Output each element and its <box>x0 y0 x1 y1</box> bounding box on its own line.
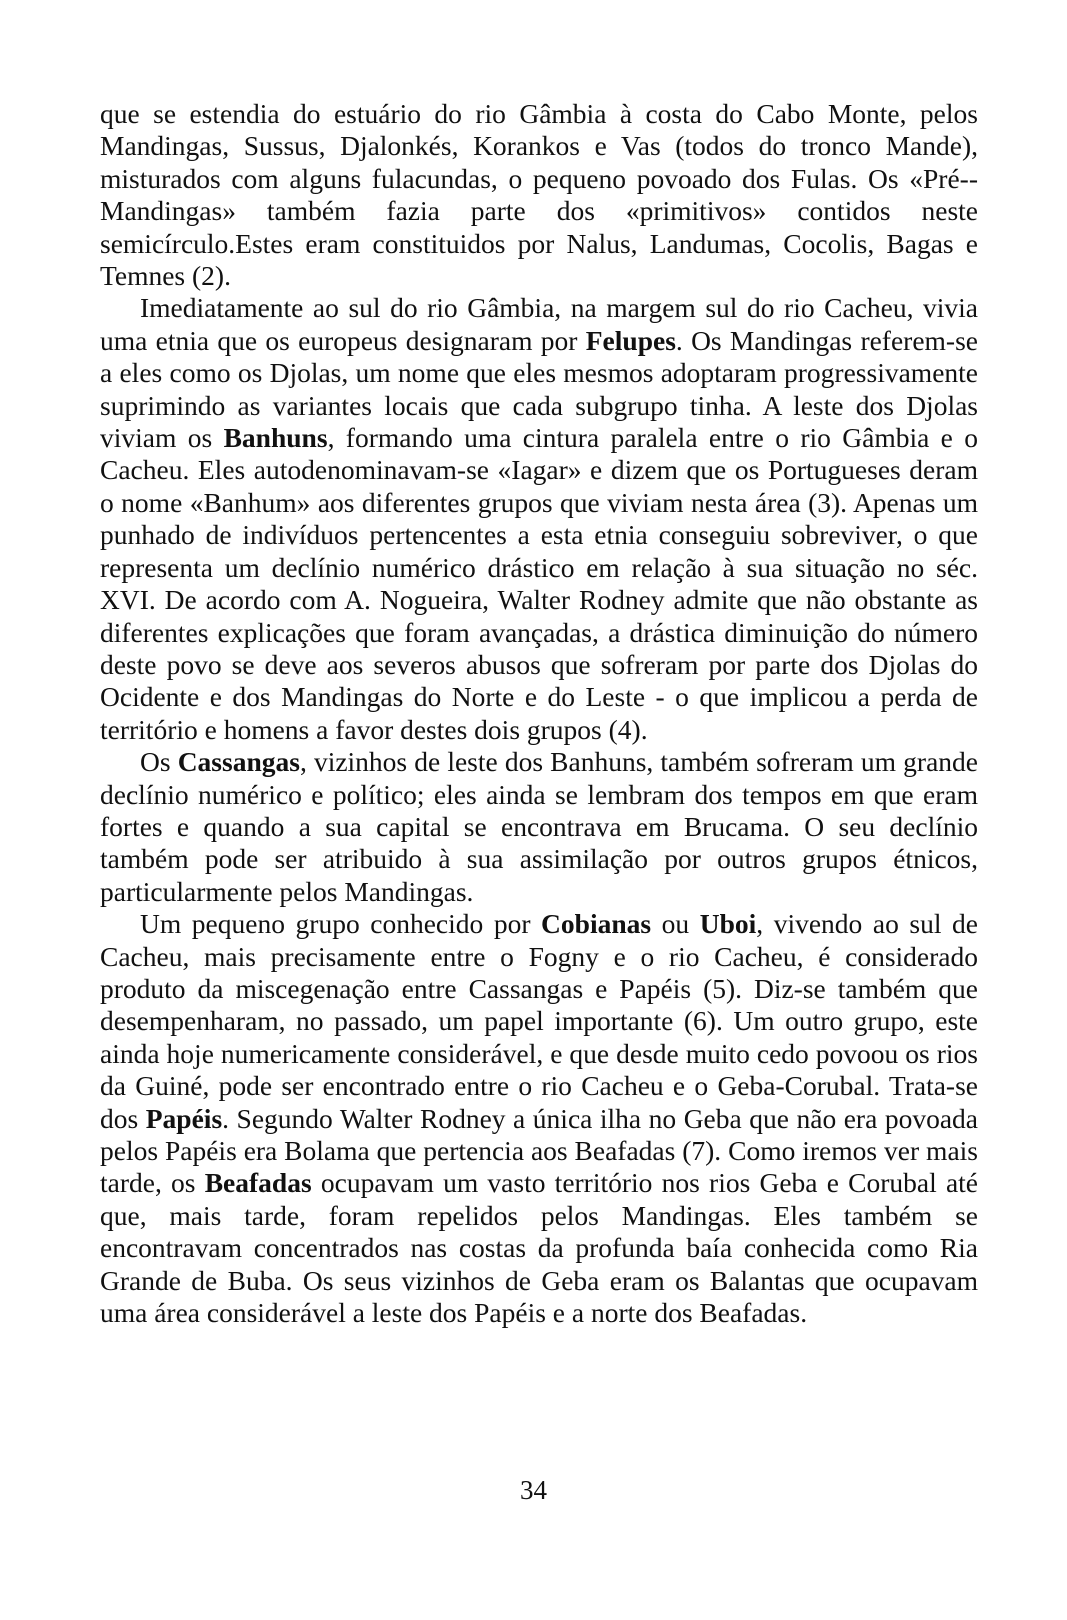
text-run: Os <box>140 746 178 778</box>
text-run: . Os Mandingas referem-se a eles como os Djolas, um nome que eles mesmos adoptaram progressivamente suprimindo as variantes locais que cada subgrupo tinha. A leste dos Djolas viviam os <box>100 324 978 454</box>
paragraph <box>100 292 978 746</box>
bold-term: Papéis <box>145 1102 223 1134</box>
paragraph <box>100 98 978 292</box>
text-run: , vivendo ao sul de Cacheu, mais precisamente entre o Fogny e o rio Cacheu, é considerado produto da miscegenação entre Cassangas e Papéis (5). Diz-se também que desempenharam, no passado, um papel importante (6). Um outro grupo, este ainda hoje numericamente considerável, e que desde muito cedo povoou os rios da Guiné, pode ser encontrado entre o rio Cacheu e o Geba-Corubal. Trata-se dos <box>100 908 978 1134</box>
text-run: , vizinhos de leste dos Banhuns, também sofreram um grande declínio numérico e político; eles ainda se lembram dos tempos em que eram fortes e quando a sua capital se encontrava em Brucama. O seu declínio também pode ser atribuido à sua assimilação por outros grupos étnicos, particularmente pelos Mandingas. <box>100 746 979 907</box>
page-body <box>100 98 978 1329</box>
text-run: Um pequeno grupo conhecido por <box>140 908 542 940</box>
text-run: . Segundo Walter Rodney a única ilha no Geba que não era povoada pelos Papéis era Bolama que pertencia aos Beafadas (7). Como iremos ver mais tarde, os <box>100 1102 978 1199</box>
bold-term: Uboi <box>699 908 757 940</box>
text-run: , formando uma cintura paralela entre o rio Gâmbia e o Cacheu. Eles autodenominavam-se «Iagar» e dizem que os Portugueses deram o nome «Banhum» aos diferentes grupos que viviam nesta área (3). Apenas um punhado de indivíduos pertencentes a esta etnia conseguiu sobreviver, o que representa um declínio numérico drástico em relação à sua situação no séc. XVI. De acordo com A. Nogueira, Walter Rodney admite que não obstante as diferentes explicações que foram avançadas, a drástica diminuição do número deste povo se deve aos severos abusos que sofreram por parte dos Djolas do Ocidente e dos Mandingas do Norte e do Leste - o que implicou a perda de território e homens a favor destes dois grupos (4). <box>100 422 978 745</box>
bold-term: Felupes <box>585 324 676 356</box>
bold-term: Beafadas <box>204 1167 312 1199</box>
text-run: Imediatamente ao sul do rio Gâmbia, na margem sul do rio Cacheu, vivia uma etnia que os europeus designaram por <box>100 292 978 356</box>
paragraph <box>100 908 978 1329</box>
text-run: ocupavam um vasto território nos rios Geba e Corubal até que, mais tarde, foram repelidos pelos Mandingas. Eles também se encontravam concentrados nas costas da profunda baía conhecida como Ria Grande de Buba. Os seus vizinhos de Geba eram os Balantas que ocupavam uma área considerável a leste dos Papéis e a norte dos Beafadas. <box>100 1167 978 1329</box>
page-number: 34 <box>520 1475 547 1505</box>
bold-term: Banhuns <box>223 422 328 454</box>
paragraph <box>100 746 978 908</box>
text-run: ou <box>651 908 700 940</box>
text-run: que se estendia do estuário do rio Gâmbia à costa do Cabo Monte, pelos Mandingas, Sussus, Djalonkés, Korankos e Vas (todos do tronco Mande), misturados com alguns fulacundas, o pequeno povoado dos Fulas. Os «Pré--Mandingas» também fazia parte dos «primitivos» contidos neste semicírculo.Estes eram constituidos por Nalus, Landumas, Cocolis, Bagas e Temnes (2). <box>100 98 978 292</box>
bold-term: Cassangas <box>177 746 300 778</box>
bold-term: Cobianas <box>541 908 652 940</box>
